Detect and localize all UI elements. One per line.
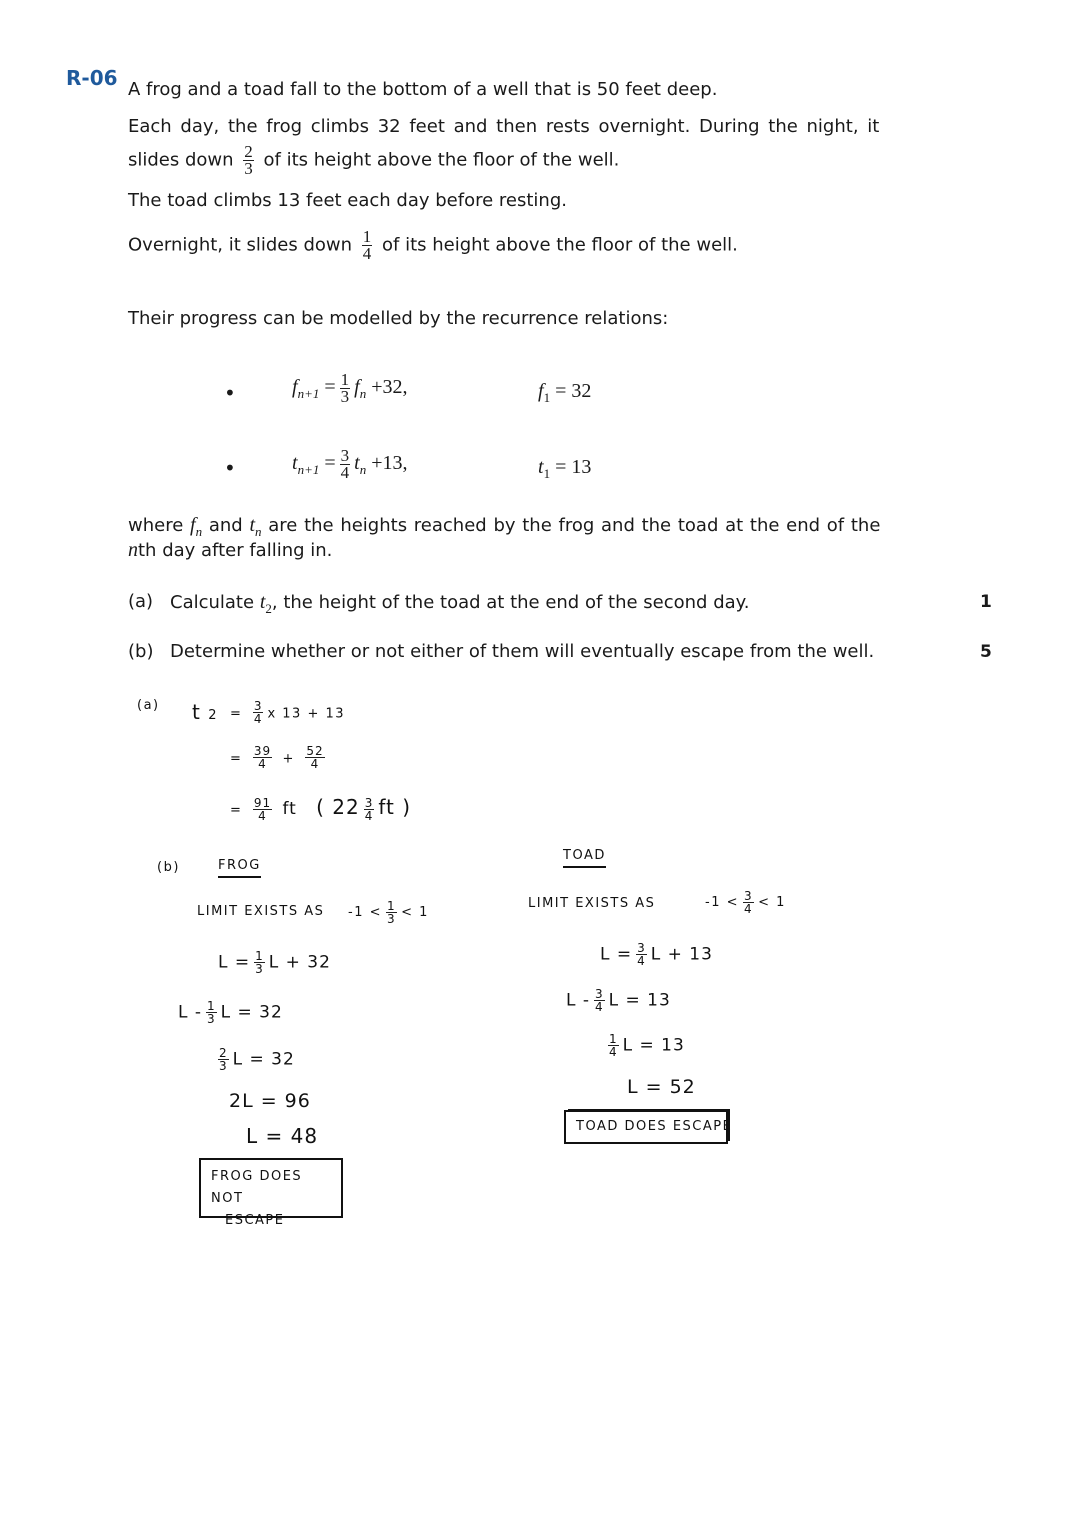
numerator: 3 [253, 699, 263, 713]
value: = 32 [555, 380, 592, 402]
text: L = [218, 952, 251, 973]
text: ( 22 [316, 795, 360, 819]
text: and [208, 515, 243, 536]
numerator: 3 [364, 795, 374, 810]
text: where [128, 515, 184, 536]
fraction [386, 900, 397, 925]
text: Calculate [170, 592, 255, 613]
fraction-one-quarter [362, 229, 373, 262]
text: slides down [128, 149, 234, 171]
text: th day after falling in. [138, 540, 333, 561]
symbol: f [190, 514, 196, 536]
numerator: 91 [253, 795, 272, 810]
equals: = [230, 803, 243, 818]
text: L + 13 [650, 944, 713, 965]
question-line-3 [128, 144, 619, 177]
frog-heading: FROG [218, 858, 261, 878]
frog-step-1 [218, 950, 331, 975]
toad-heading: TOAD [563, 848, 606, 868]
part-b-label: (b) [128, 641, 154, 662]
constant: +13, [371, 452, 408, 475]
toad-step-4: L = 52 [627, 1076, 696, 1098]
numerator: 2 [244, 142, 253, 161]
text: < 1 [758, 895, 786, 910]
text: L = 32 [220, 1002, 283, 1023]
subscript: n [255, 524, 262, 539]
numerator: 39 [253, 744, 272, 758]
denominator: 4 [340, 463, 350, 482]
numerator: 1 [362, 227, 372, 246]
frog-step-3 [214, 1047, 295, 1072]
text: L + 32 [268, 952, 331, 973]
constant: +32, [371, 376, 408, 399]
subscript: 2 [208, 708, 218, 723]
fraction [340, 448, 351, 481]
denominator: 3 [244, 159, 253, 178]
toad-step-1 [600, 942, 713, 967]
answer-a-lhs [192, 700, 218, 724]
frog-limit-text: LIMIT EXISTS AS [197, 904, 325, 919]
symbol: t [259, 591, 266, 613]
fraction [206, 1000, 217, 1025]
denominator: 4 [253, 712, 263, 726]
fraction [305, 745, 324, 770]
denominator: 4 [310, 757, 320, 771]
denominator: 4 [362, 244, 372, 263]
frog-step-5: L = 48 [246, 1124, 319, 1148]
text: L = 13 [622, 1035, 685, 1056]
text: x 13 + 13 [267, 706, 346, 722]
numerator: 52 [306, 744, 324, 758]
text: L = 13 [608, 990, 671, 1011]
question-line-6: Their progress can be modelled by the recurrence relations: [128, 308, 669, 329]
numerator: 1 [340, 370, 350, 389]
question-line-1: A frog and a toad fall to the bottom of a well that is 50 feet deep. [128, 79, 718, 100]
toad-conclusion-box [564, 1110, 733, 1144]
symbol: f [354, 376, 360, 399]
text: -1 < [348, 905, 382, 920]
numerator: 1 [609, 1032, 618, 1046]
text: are the heights reached by the frog and the toad at the end of the [268, 515, 881, 536]
text: of its height above the floor of the well. [382, 234, 738, 256]
question-id: R-06 [66, 66, 118, 90]
numerator: 3 [637, 941, 646, 955]
fraction [253, 797, 272, 822]
fraction [340, 372, 351, 405]
denominator: 4 [637, 954, 646, 968]
equals: = [230, 706, 243, 722]
numerator: 2 [219, 1046, 228, 1060]
question-line-5 [128, 229, 738, 262]
denominator: 4 [258, 757, 267, 771]
subscript: 2 [265, 601, 272, 616]
fraction [636, 942, 647, 967]
toad-step-3 [604, 1033, 685, 1058]
equals: = [230, 751, 243, 767]
conclusion-line: FROG DOES NOT [211, 1169, 303, 1206]
fraction [253, 745, 272, 770]
denominator: 4 [364, 808, 374, 823]
bullet: • [224, 381, 236, 405]
numerator: 3 [595, 987, 604, 1001]
symbol: t [192, 700, 201, 724]
answer-a-label: (a) [137, 698, 160, 713]
fraction [594, 988, 605, 1013]
answer-a-line-2 [230, 745, 329, 770]
part-b-marks: 5 [980, 642, 992, 662]
text: L - [566, 990, 591, 1011]
subscript: n [359, 386, 367, 402]
frog-limit-condition [348, 900, 429, 925]
text: , the height of the toad at the end of the second day. [271, 592, 750, 613]
subscript: 1 [543, 466, 551, 481]
subscript: 1 [543, 390, 551, 405]
unit: ft [282, 799, 297, 819]
question-line-2: Each day, the frog climbs 32 feet and then rests overnight. During the night, it [128, 116, 880, 137]
text: of its height above the floor of the well. [263, 149, 620, 171]
text: < 1 [401, 905, 429, 920]
plus: + [282, 751, 295, 767]
symbol: f [292, 376, 298, 399]
numerator: 3 [744, 889, 754, 903]
text: -1 < [705, 895, 739, 910]
numerator: 1 [207, 999, 216, 1013]
answer-a-line-1 [230, 700, 345, 725]
answer-a-line-3 [230, 795, 411, 822]
conclusion-line: ESCAPE [225, 1213, 285, 1228]
symbol: t [354, 452, 360, 475]
subscript: n+1 [297, 462, 320, 478]
denominator: 3 [219, 1059, 228, 1073]
denominator: 4 [609, 1045, 618, 1059]
toad-limit-condition [705, 890, 786, 915]
part-a-text [170, 590, 749, 621]
part-a-label: (a) [128, 591, 154, 612]
text: ft ) [378, 795, 412, 819]
denominator: 3 [255, 962, 264, 976]
denominator: 4 [744, 902, 754, 916]
recurrence-toad [292, 448, 407, 481]
numerator: 1 [255, 949, 264, 963]
denominator: 4 [258, 808, 267, 823]
initial-toad [538, 456, 591, 482]
toad-limit-text: LIMIT EXISTS AS [528, 896, 656, 911]
fraction [254, 950, 265, 975]
frog-step-4: 2L = 96 [229, 1090, 311, 1112]
numerator: 1 [387, 899, 397, 913]
fraction [253, 700, 264, 725]
denominator: 3 [207, 1012, 216, 1026]
symbol: t [249, 514, 255, 536]
symbol: n [128, 539, 138, 561]
symbol: t [292, 452, 298, 475]
denominator: 3 [387, 912, 397, 926]
text: L - [178, 1002, 203, 1023]
text: L = [600, 944, 633, 965]
fraction [743, 890, 754, 915]
question-line-4: The toad climbs 13 feet each day before resting. [128, 190, 567, 211]
answer-b-label: (b) [157, 860, 180, 875]
subscript: n [195, 524, 203, 539]
value: = 13 [555, 456, 592, 478]
frog-conclusion-box [199, 1158, 343, 1228]
equals: = [324, 452, 336, 475]
symbol: t [538, 456, 544, 478]
subscript: n [359, 462, 367, 478]
text: L = 32 [232, 1049, 295, 1070]
part-a-marks: 1 [980, 592, 992, 612]
bullet: • [224, 456, 236, 480]
conclusion-text: TOAD DOES ESCAPE [576, 1119, 733, 1134]
fraction-two-thirds [243, 144, 254, 177]
frog-step-2 [178, 1000, 283, 1025]
part-b-text: Determine whether or not either of them will eventually escape from the well. [170, 641, 875, 662]
denominator: 4 [595, 1000, 604, 1014]
initial-frog [538, 380, 591, 406]
text: Overnight, it slides down [128, 234, 353, 256]
toad-step-2 [566, 988, 671, 1013]
denominator: 3 [340, 387, 350, 406]
numerator: 3 [340, 446, 350, 465]
fraction [218, 1047, 229, 1072]
recurrence-frog [292, 372, 407, 405]
equals: = [324, 376, 336, 399]
subscript: n+1 [297, 386, 320, 402]
fraction [364, 797, 375, 822]
symbol: f [538, 380, 544, 402]
where-line-2 [128, 538, 332, 563]
fraction [608, 1033, 619, 1058]
